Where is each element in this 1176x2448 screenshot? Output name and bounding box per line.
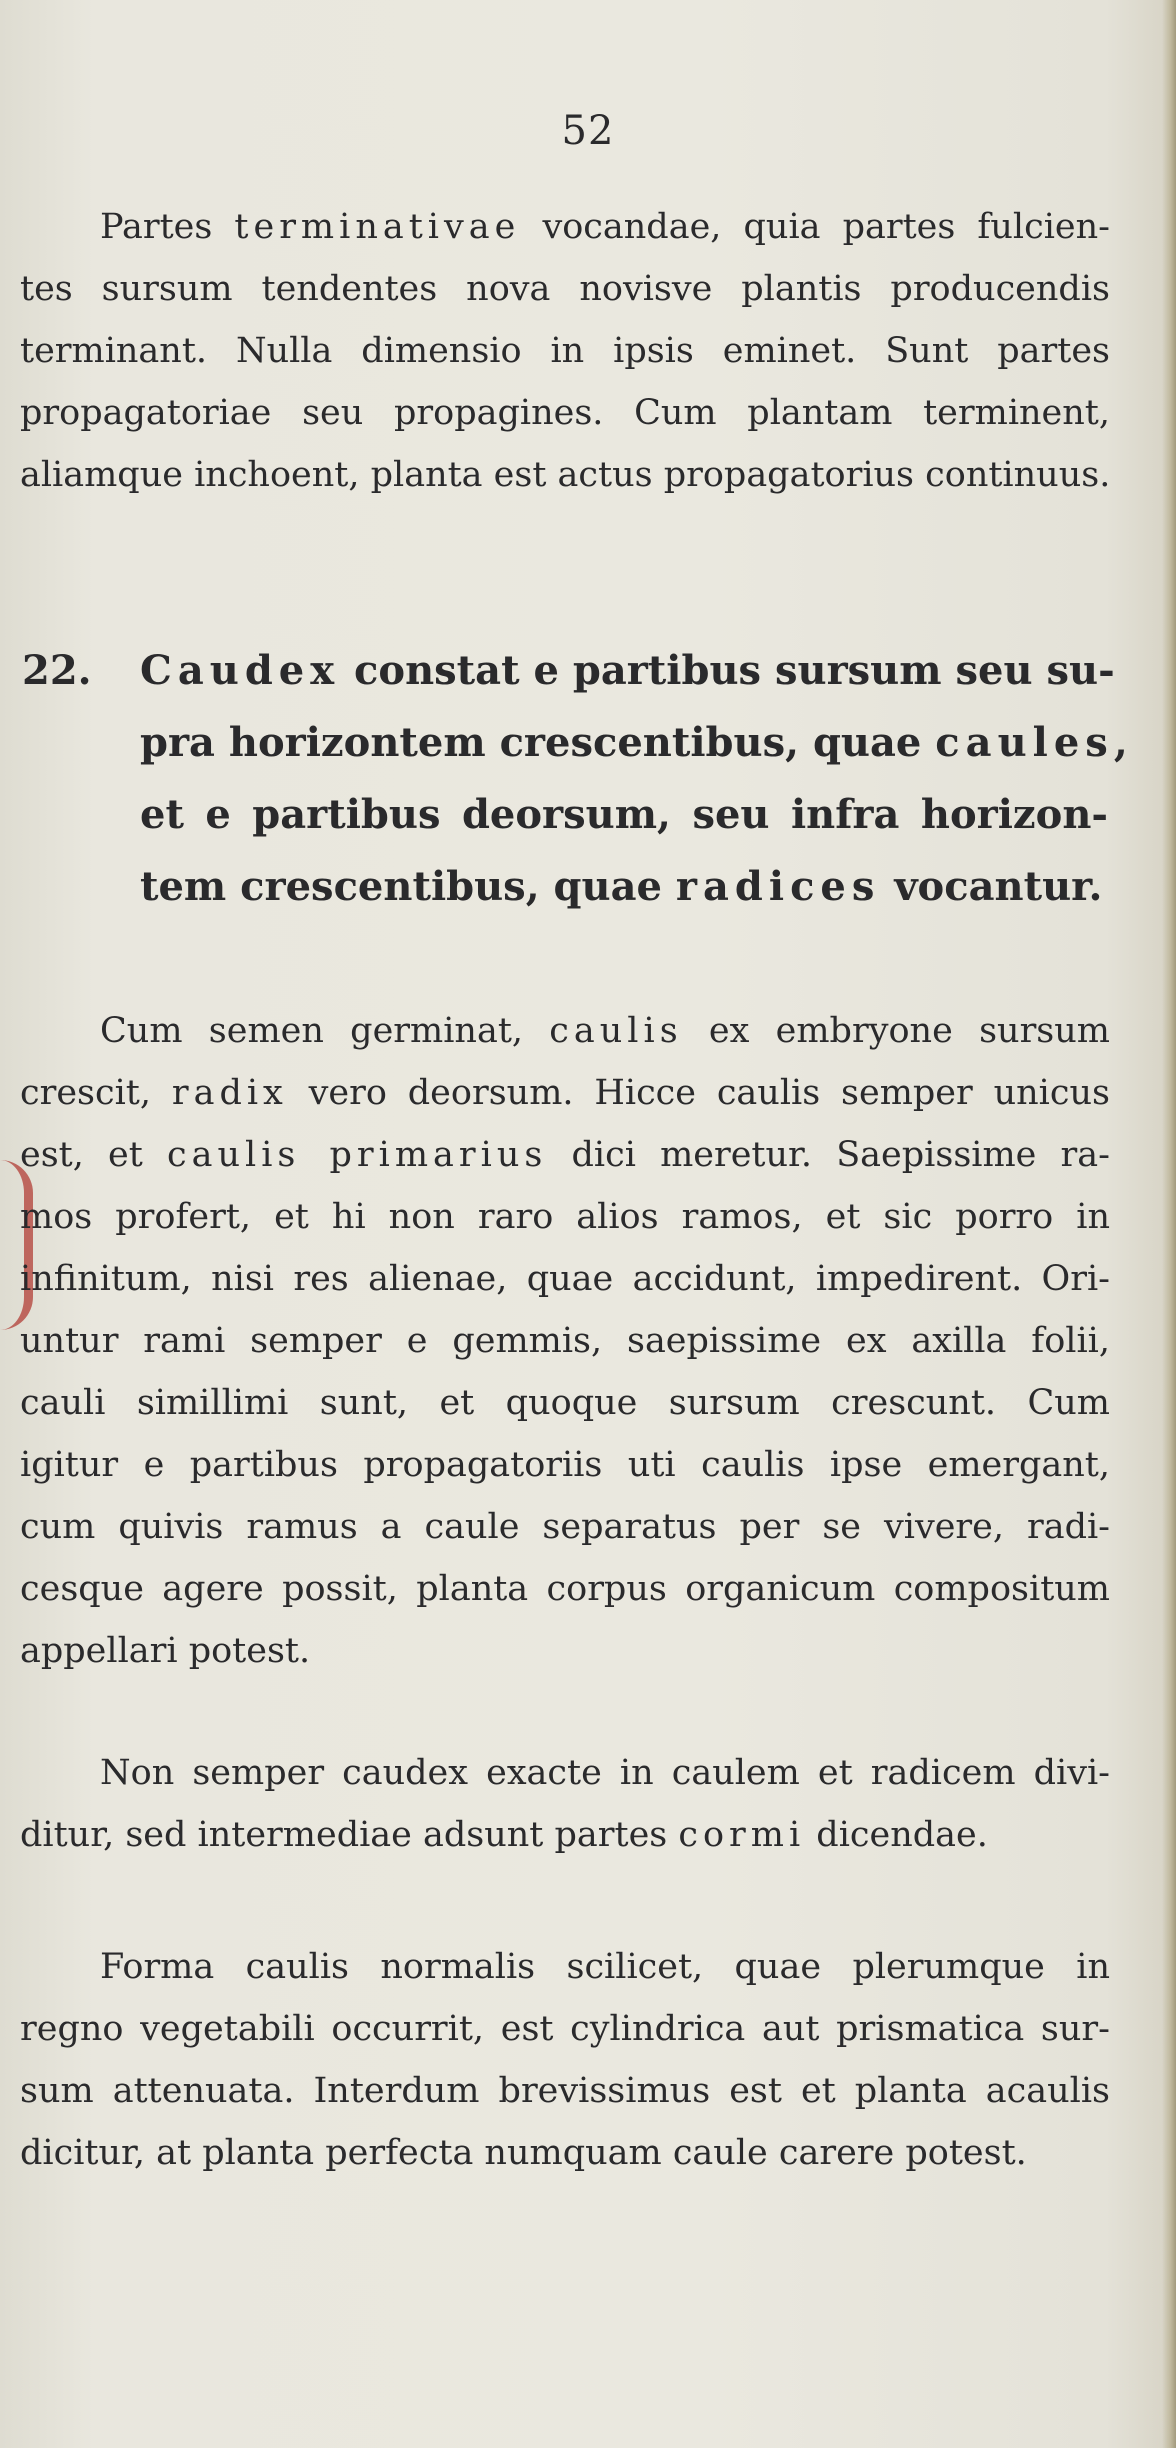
page-edge-shadow [1162, 0, 1176, 2448]
text-line: est, et caulis primarius dici meretur. Saepissime ra- [20, 1135, 1110, 1175]
text-line: untur rami semper e gemmis, saepissime ex axilla folii, [20, 1321, 1110, 1361]
text-line: propagatoriae seu propagines. Cum plantam terminent, [20, 393, 1110, 433]
text-line: aliamque inchoent, planta est actus propagatorius continuus. [20, 455, 1111, 495]
text-line: dicitur, at planta perfecta numquam caule carere potest. [20, 2133, 1027, 2173]
text-line: Forma caulis normalis scilicet, quae plerumque in [100, 1947, 1110, 1987]
text-line: cesque agere possit, planta corpus organicum compositum [20, 1569, 1110, 1609]
heading-line: pra horizontem crescentibus, quae caules, [140, 719, 1128, 766]
text-line: infinitum, nisi res alienae, quae accidunt, impedirent. Ori- [20, 1259, 1110, 1299]
text-line: tes sursum tendentes nova novisve plantis producendis [20, 269, 1110, 309]
section-number: 22. [22, 647, 92, 694]
heading-line: et e partibus deorsum, seu infra horizon- [140, 791, 1108, 838]
page-number: 52 [561, 108, 615, 154]
text-line: Non semper caudex exacte in caulem et radicem divi- [100, 1753, 1110, 1793]
text-line: crescit, radix vero deorsum. Hicce caulis semper unicus [20, 1073, 1110, 1113]
text-line: igitur e partibus propagatoriis uti caulis ipse emergant, [20, 1445, 1110, 1485]
text-line: sum attenuata. Interdum brevissimus est et planta acaulis [20, 2071, 1110, 2111]
text-line: cum quivis ramus a caule separatus per se vivere, radi- [20, 1507, 1110, 1547]
text-line: terminant. Nulla dimensio in ipsis eminet. Sunt partes [20, 331, 1110, 371]
text-line: Partes terminativae vocandae, quia partes fulcien- [100, 207, 1110, 247]
heading-line: Caudex constat e partibus sursum seu su- [140, 647, 1115, 694]
text-line: regno vegetabili occurrit, est cylindrica aut prismatica sur- [20, 2009, 1110, 2049]
text-line: appellari potest. [20, 1631, 311, 1671]
text-line: Cum semen germinat, caulis ex embryone sursum [100, 1011, 1110, 1051]
heading-line: tem crescentibus, quae radices vocantur. [140, 863, 1103, 910]
text-line: mos profert, et hi non raro alios ramos, et sic porro in [20, 1197, 1110, 1237]
text-line: ditur, sed intermediae adsunt partes cormi dicendae. [20, 1815, 988, 1855]
text-line: cauli simillimi sunt, et quoque sursum crescunt. Cum [20, 1383, 1110, 1423]
